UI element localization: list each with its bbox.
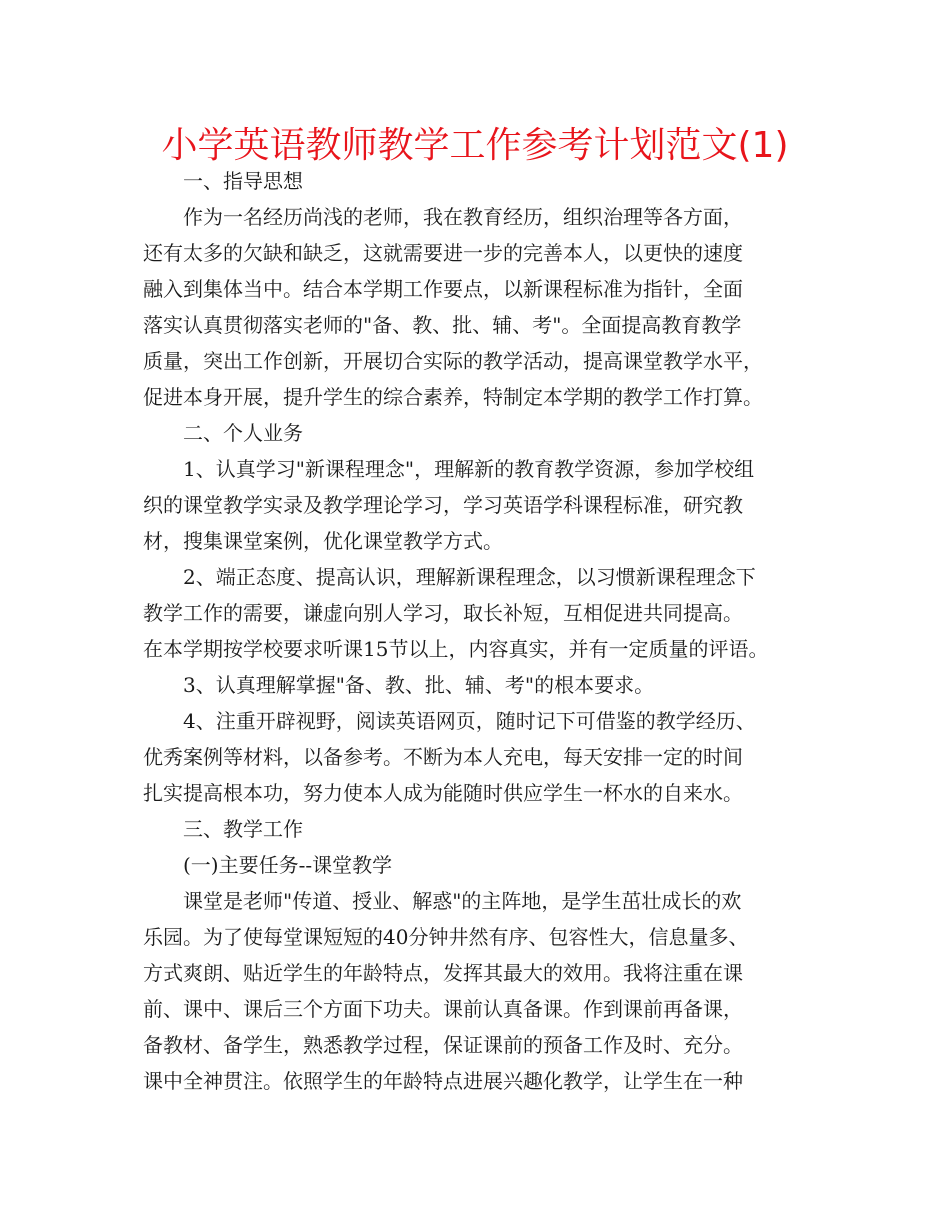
text-line: 3、认真理解掌握"备、教、批、辅、考"的根本要求。 (183, 673, 655, 697)
document-body (143, 163, 813, 1099)
text-line: 材，搜集课堂案例，优化课堂教学方式。 (143, 529, 503, 553)
text-line: (一)主要任务--课堂教学 (183, 853, 393, 877)
text-line: 课堂是老师"传道、授业、解惑"的主阵地，是学生茁壮成长的欢 (183, 889, 742, 913)
text-line: 还有太多的欠缺和缺乏，这就需要进一步的完善本人，以更快的速度 (143, 241, 743, 265)
text-line: 三、教学工作 (183, 817, 303, 841)
text-line: 4、注重开辟视野，阅读英语网页，随时记下可借鉴的教学经历、 (183, 709, 756, 733)
document-title: 小学英语教师教学工作参考计划范文(1) (161, 125, 789, 166)
text-line: 乐园。为了使每堂课短短的40分钟井然有序、包容性大，信息量多、 (143, 925, 749, 949)
text-line: 作为一名经历尚浅的老师，我在教育经历，组织治理等各方面， (183, 205, 743, 229)
text-line: 融入到集体当中。结合本学期工作要点，以新课程标准为指针，全面 (143, 277, 743, 301)
text-line: 教学工作的需要，谦虚向别人学习，取长补短，互相促进共同提高。 (143, 601, 743, 625)
text-line: 在本学期按学校要求听课15节以上，内容真实，并有一定质量的评语。 (143, 637, 769, 661)
text-line: 1、认真学习"新课程理念"，理解新的教育教学资源，参加学校组 (183, 457, 755, 481)
text-line: 备教材、备学生，熟悉教学过程，保证课前的预备工作及时、充分。 (143, 1033, 743, 1057)
text-line: 优秀案例等材料，以备参考。不断为本人充电，每天安排一定的时间 (143, 745, 743, 769)
text-line: 织的课堂教学实录及教学理论学习，学习英语学科课程标准，研究教 (143, 493, 743, 517)
text-line: 方式爽朗、贴近学生的年龄特点，发挥其最大的效用。我将注重在课 (143, 961, 743, 985)
text-line: 扎实提高根本功，努力使本人成为能随时供应学生一杯水的自来水。 (143, 781, 743, 805)
text-line: 课中全神贯注。依照学生的年龄特点进展兴趣化教学，让学生在一种 (143, 1069, 743, 1093)
text-line: 一、指导思想 (183, 169, 303, 193)
text-line: 质量，突出工作创新，开展切合实际的教学活动，提高课堂教学水平， (143, 349, 763, 373)
text-line: 促进本身开展，提升学生的综合素养，特制定本学期的教学工作打算。 (143, 385, 763, 409)
text-line: 落实认真贯彻落实老师的"备、教、批、辅、考"。全面提高教育教学 (143, 313, 742, 337)
text-line: 二、个人业务 (183, 421, 303, 445)
text-line: 2、端正态度、提高认识，理解新课程理念，以习惯新课程理念下 (183, 565, 756, 589)
text-line: 前、课中、课后三个方面下功夫。课前认真备课。作到课前再备课， (143, 997, 743, 1021)
